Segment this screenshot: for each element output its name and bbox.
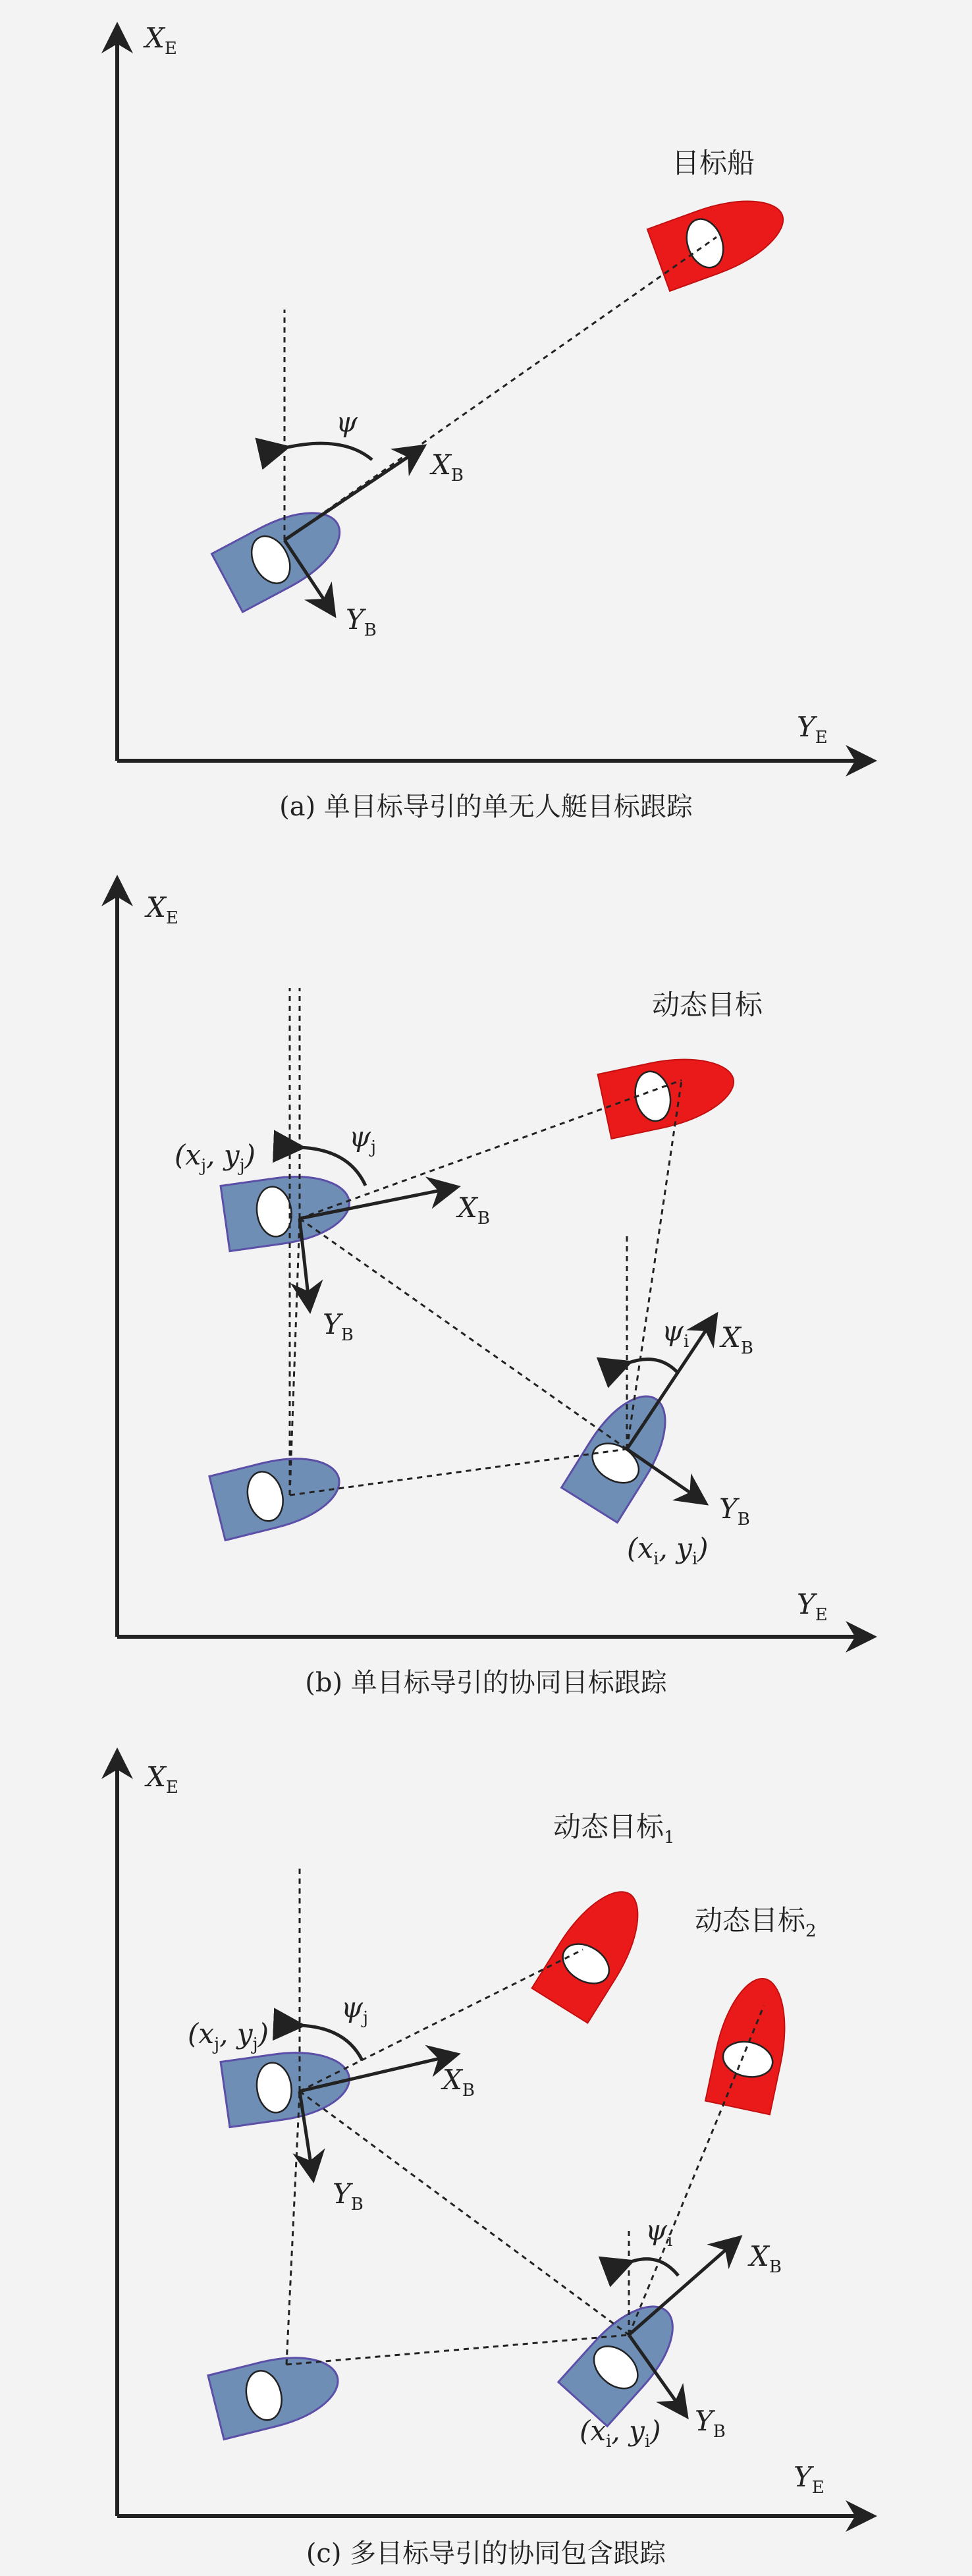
link-k-j bbox=[290, 1219, 300, 1495]
yb-label-j: $Y_B$ bbox=[323, 1308, 354, 1345]
target-ship-red bbox=[647, 184, 794, 291]
psi-i-label: $\psi_i$ bbox=[645, 2214, 673, 2251]
yb-label-j: $Y_B$ bbox=[333, 2178, 364, 2214]
panel-b bbox=[117, 883, 869, 1698]
coord-j-label: ($x_j$, $y_j$) bbox=[188, 2017, 269, 2054]
axis-ye-label: $Y_E$ bbox=[797, 711, 828, 748]
panel-a bbox=[117, 22, 869, 822]
usv-i bbox=[562, 1381, 684, 1522]
psi-j-label: $\psi_j$ bbox=[349, 1120, 376, 1157]
psi-i-arc bbox=[629, 2259, 678, 2276]
dynamic-target-label: 动态目标 bbox=[652, 989, 763, 1021]
xb-label-i: $X_B$ bbox=[721, 1321, 754, 1358]
xb-label-j: $X_B$ bbox=[458, 1192, 491, 1228]
usv-j bbox=[221, 1168, 354, 1251]
link-j-i bbox=[300, 2091, 629, 2335]
usv-k bbox=[208, 2345, 346, 2440]
xb-arrow-i bbox=[629, 2239, 738, 2335]
dynamic-target-2-label: 动态目标$_2$ bbox=[695, 1904, 817, 1941]
axis-xe-label: $X_E$ bbox=[146, 891, 178, 928]
caption-a: (a) 单目标导引的单无人艇目标跟踪 bbox=[279, 792, 693, 822]
panel-c bbox=[117, 1755, 869, 2569]
xb-arrow bbox=[284, 448, 421, 540]
yb-label-i: $Y_B$ bbox=[695, 2405, 726, 2442]
coord-i-label: ($x_i$, $y_i$) bbox=[580, 2415, 661, 2452]
usv-k bbox=[209, 1446, 347, 1541]
dynamic-target-1 bbox=[532, 1877, 658, 2023]
psi-j-label: $\psi_j$ bbox=[341, 1991, 368, 2028]
los-i-target bbox=[627, 1080, 682, 1449]
xb-label: $X_B$ bbox=[431, 449, 464, 485]
dynamic-target-red bbox=[598, 1047, 740, 1139]
usv-i bbox=[558, 2289, 691, 2426]
usv-j bbox=[221, 2044, 354, 2127]
dynamic-target-2 bbox=[705, 1972, 797, 2114]
usv-boat bbox=[212, 495, 354, 612]
axis-xe-label: $X_E$ bbox=[146, 1761, 178, 1797]
target-ship-label: 目标船 bbox=[672, 147, 755, 179]
xb-label-i: $X_B$ bbox=[749, 2240, 782, 2277]
xb-label-j: $X_B$ bbox=[443, 2064, 475, 2100]
caption-c: (c) 多目标导引的协同包含跟踪 bbox=[306, 2538, 666, 2569]
axis-ye-label: $Y_E$ bbox=[794, 2461, 824, 2498]
axis-ye-label: $Y_E$ bbox=[797, 1588, 828, 1625]
psi-i-label: $\psi_i$ bbox=[662, 1315, 689, 1352]
yb-label-i: $Y_B$ bbox=[719, 1493, 750, 1529]
coord-i-label: ($x_i$, $y_i$) bbox=[627, 1532, 709, 1569]
axis-xe-label: $X_E$ bbox=[145, 22, 177, 59]
yb-label: $Y_B$ bbox=[346, 603, 377, 640]
psi-label: ψ bbox=[336, 406, 358, 438]
coord-j-label: ($x_j$, $y_j$) bbox=[175, 1139, 256, 1176]
psi-arc bbox=[284, 443, 372, 460]
caption-b: (b) 单目标导引的协同目标跟踪 bbox=[305, 1668, 667, 1698]
link-k-j bbox=[286, 2091, 300, 2365]
dynamic-target-1-label: 动态目标$_1$ bbox=[553, 1811, 675, 1848]
psi-i-arc bbox=[627, 1359, 678, 1373]
